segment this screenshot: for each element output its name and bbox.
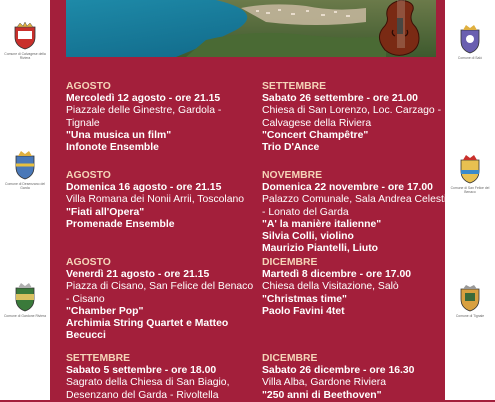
event-date: Domenica 16 agosto - ore 21.15 — [66, 182, 222, 194]
event-date: Sabato 26 settembre - ore 21.00 — [262, 93, 418, 105]
violin-icon — [371, 0, 431, 57]
event-date: Venerdì 21 agosto - ore 21.15 — [66, 269, 210, 281]
event-entry — [262, 353, 452, 402]
event-date: Domenica 22 novembre - ore 17.00 — [262, 182, 433, 194]
event-date: Sabato 5 settembre - ore 18.00 — [66, 365, 217, 377]
event-title: "250 anni di Beethoven" — [262, 389, 382, 401]
event-place: Sagrato della Chiesa di San Biagio, Desenzano del Garda - Rivoltella — [66, 377, 230, 401]
sponsor-caption: Comune di Tignale — [455, 314, 485, 318]
sponsor-logo-5 — [448, 154, 492, 194]
event-entry — [262, 170, 452, 255]
sponsor-caption: Comune di Gardone Riviera — [3, 314, 47, 318]
event-performer: Infonote Ensemble — [66, 142, 159, 154]
event-date: Martedì 8 dicembre - ore 17.00 — [262, 269, 411, 281]
sponsor-caption: Comune di Desenzano del Garda — [5, 182, 45, 190]
coat-of-arms-icon — [458, 24, 482, 54]
sponsor-caption: Comune di Calvagese della Riviera — [4, 52, 46, 60]
event-performer: Trio D'Ance — [262, 142, 320, 154]
event-title: "Chamber Pop" — [66, 305, 144, 317]
sponsor-caption: Comune di Salò — [457, 56, 483, 60]
event-place: Villa Alba, Gardone Riviera — [262, 377, 386, 389]
event-place: Villa Romana dei Nonii Arrii, Toscolano — [66, 194, 245, 206]
event-place: Chiesa della Visitazione, Salò — [262, 281, 399, 293]
event-month: DICEMBRE — [262, 257, 318, 268]
event-month: SETTEMBRE — [66, 353, 131, 364]
event-title: "Christmas time" — [262, 293, 347, 305]
event-title: "Una musica un film" — [66, 129, 172, 141]
coat-of-arms-icon — [458, 284, 482, 312]
event-date: Mercoledì 12 agosto - ore 21.15 — [66, 93, 221, 105]
event-title: "Concert Champêtre" — [262, 129, 369, 141]
sponsor-logo-2 — [3, 150, 47, 190]
event-month: NOVEMBRE — [262, 170, 323, 181]
coat-of-arms-icon — [13, 282, 37, 312]
event-performer: Paolo Favini 4tet — [262, 305, 345, 317]
event-performer: Maurizio Piantelli, Liuto — [262, 243, 379, 255]
event-performer: Archimia String Quartet e Matteo Becucci — [66, 318, 229, 342]
event-entry — [66, 170, 256, 231]
header-photo — [66, 0, 436, 57]
event-month: AGOSTO — [66, 81, 111, 92]
event-place: Palazzo Comunale, Sala Andrea Celesti - Lonato del Garda — [262, 194, 447, 218]
event-date: Sabato 26 dicembre - ore 16.30 — [262, 365, 415, 377]
event-month: DICEMBRE — [262, 353, 318, 364]
event-entry — [66, 257, 256, 342]
sponsor-logo-4 — [448, 24, 492, 60]
sponsor-caption: Comune di San Felice del Benaco — [450, 186, 490, 194]
event-program — [66, 81, 446, 400]
event-entry — [262, 81, 452, 154]
event-title: "Fiati all'Opera" — [66, 206, 145, 218]
event-performer: Silvia Colli, violino — [262, 231, 354, 243]
event-entry — [66, 353, 256, 402]
event-place: Piazzale delle Ginestre, Gardola - Tignale — [66, 105, 222, 129]
event-entry — [262, 257, 452, 318]
sponsor-logo-6 — [448, 284, 492, 318]
event-entry — [66, 81, 256, 154]
coat-of-arms-icon — [13, 150, 37, 180]
sponsor-column-left — [0, 0, 50, 400]
event-month: AGOSTO — [66, 257, 111, 268]
event-month: SETTEMBRE — [262, 81, 327, 92]
coat-of-arms-icon — [459, 154, 481, 184]
event-place: Chiesa di San Lorenzo, Loc. Carzago - Calvagese della Riviera — [262, 105, 442, 129]
event-month: AGOSTO — [66, 170, 111, 181]
event-title: "A' la manière italienne" — [262, 218, 382, 230]
coat-of-arms-icon — [11, 22, 39, 50]
event-place: Piazza di Cisano, San Felice del Benaco - Cisano — [66, 281, 254, 305]
sponsor-logo-3 — [3, 282, 47, 318]
sponsor-column-right — [445, 0, 495, 400]
sponsor-logo-1 — [3, 22, 47, 60]
event-performer: Promenade Ensemble — [66, 218, 175, 230]
